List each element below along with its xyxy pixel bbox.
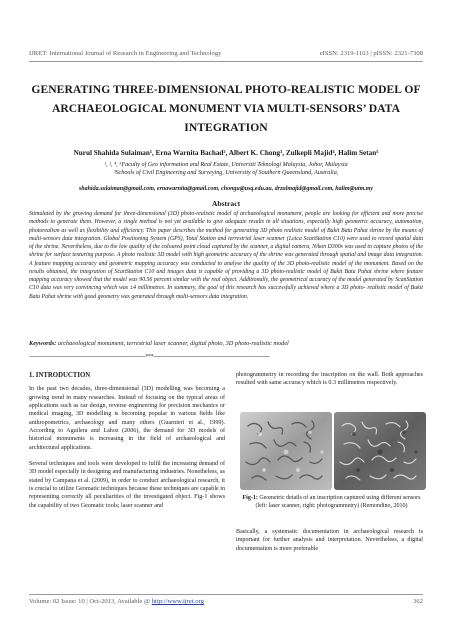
page-footer [29, 598, 423, 605]
intro-paragraph: Several techniques and tools were developed to fulfil the increasing demand of 3D model especially in designing and manufacturing industries. Nonetheless, as stated by Campana et al. (2009), in order to conduct archaeological research, it is crucial to utilize Geomatic techniques because these techniques are capable in representing correctly all peculiarities of the investigated object. Fig-1 shows the capability of two Geomatic tools; laser scanner and [29, 461, 225, 509]
footer-volume-text: Volume: 02 Issue: 10 | Oct-2013, Available @ [29, 598, 152, 605]
affiliation-line: ³Schools of Civil Engineering and Surveying, University of Southern Queensland, Australia, [113, 170, 339, 177]
author-list: Nurul Shahida Sulaiman¹, Erna Warnita Bachad², Albert K. Chong³, Zulkepli Majid⁴, Halim Setan⁵ [73, 149, 379, 157]
journal-name: IJRET: International Journal of Research in Engineering and Technology [29, 50, 222, 57]
abstract-heading: Abstract [211, 199, 241, 208]
figure-caption-text: Geometric details of an inscription captured using different sensors (left: laser scanner, right: photogrammetry) (Remondino, 2010) [255, 495, 421, 510]
page-number: 362 [413, 598, 423, 605]
affiliations [29, 161, 423, 178]
journal-issn: eISSN: 2319-1163 | pISSN: 2321-7308 [319, 50, 423, 57]
left-column [29, 372, 225, 518]
right-column-top: photogrammetry in recording the inscription on the wall. Both approaches resulted with same accuracy which is 0.3 millimetres respectively. [236, 372, 423, 387]
figure-caption [240, 494, 423, 510]
title-line: INTEGRATION [184, 121, 268, 134]
footer-volume [29, 598, 204, 605]
intro-paragraph: In the past two decades, three-dimensional (3D) modelling was becoming a growing trend in many researches. Instead of focusing on the typical areas of applications such as car design, reverse engineering for precision mechanics or medical imaging, 3D modelling is becoming popular in various fields like anthropometrics, archaeology and many others (Guarnieri et al., 1999). According to Aguilera and Lahoz (2006), the demand for 3D models of historical monuments is increasing in the field of archaeological and architectural applications. [29, 386, 225, 451]
keywords-text: archaeological monument, terrestrial laser scanner, digital photo, 3D photo-realistic model [56, 340, 289, 347]
footer-rule [29, 594, 423, 595]
right-column-bottom: Basically, a systematic documentation in archaeological research is important for further analysis and interpretation. Nevertheless, a digital documentation is more preferable [236, 529, 423, 552]
title-line: ARCHAEOLOGICAL MONUMENT VIA MULTI-SENSORS’ DATA [51, 102, 401, 115]
figure-label: Fig-1: [242, 495, 258, 501]
figure-laser-scan-image [240, 412, 332, 490]
section-heading-introduction: 1. INTRODUCTION [29, 372, 91, 379]
title-line: GENERATING THREE-DIMENSIONAL PHOTO-REALISTIC MODEL OF [31, 83, 421, 96]
journal-website-link[interactable]: http://www.ijret.org [151, 598, 204, 605]
abstract-text: Stimulated by the growing demand for three-dimensional (3D) photo-realistic model of archaeological monument, people are looking for efficient and more precise methods to generate them. However, a single method is not yet available to give adequate results in all situations, especially high geometric accuracy, automation, photorealism as well as flexibility and efficiency. This paper describes the method for generating 3D photo realistic model of Bukit Batu Pahat shrine by the means of multi-sensors data integration. Global Positioning System (GPS), Total Station and terrestrial laser scanner (Leica ScanStation C10) were used to record spatial data of the shrine. Nevertheless, due to the low quality of the coloured point cloud captured by the scanner, a digital camera, Nikon D300s was used to capture photos of the shrine for surface texturing purpose. A photo realistic 3D model with high geometric accuracy of the shrine was generated through spatial and image data integration. A feature mapping accuracy and geometric mapping accuracy was conducted to analyse the quality of the 3D photo-realistic model of the monument. Based on the results obtained, the integration of ScanStation C10 and images data is capable of providing a 3D photo-realistic model of Bukit Batu Pahat shrine where feature mapping accuracy showed that the model was 90.56 percent similar with the real object. Additionally, the geometrical accuracy of the model generated by ScanStation C10 data was very convincing which was ±4 millimetres. In summary, the goal of this research has successfully achieved where a 3D photo- realistic model of Bukit Batu Pahat shrine with good geometry was generated through multi-sensors data integration. [29, 211, 423, 300]
section-separator: ----------------------------------------------------------------------***---------------------------------------------------------------------- [29, 353, 270, 360]
figure-photogrammetry-image [334, 412, 426, 490]
paper-title [29, 80, 423, 137]
keywords-label: Keywords: [29, 340, 57, 347]
affiliation-line: ¹, ², ⁴, ⁵Faculty of Geo information and Real Estate, Universiti Teknologi Malaysia, Johor, Malaysia [104, 162, 348, 168]
figure-1 [240, 412, 426, 490]
author-emails: shahida.sulaiman@gmail.com, ernawarnita@gmail.com, chongu@usq.edu.au, drzulmajid@gmail.com, halim@utm.my [78, 186, 374, 192]
header-rule [29, 61, 423, 62]
journal-header [29, 50, 423, 60]
keywords [29, 340, 423, 347]
